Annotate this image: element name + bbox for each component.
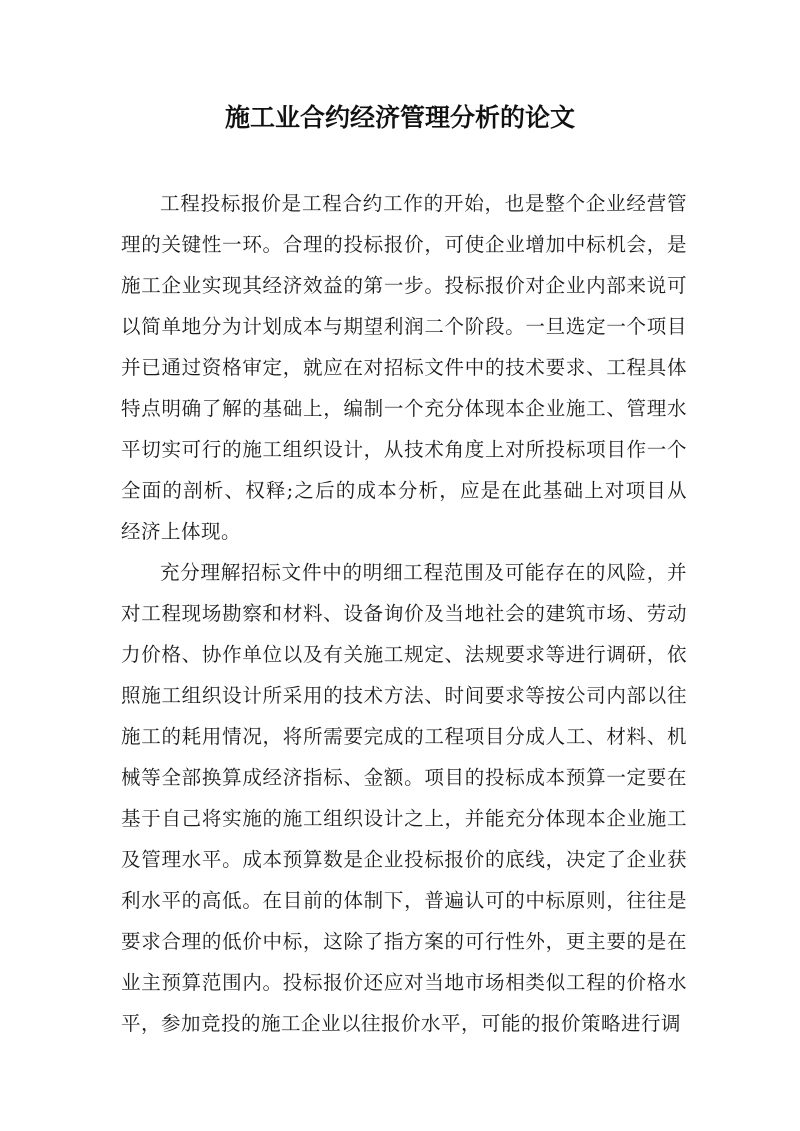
paragraph-1: 工程投标报价是工程合约工作的开始，也是整个企业经营管理的关键性一环。合理的投标报价，可使企业增加中标机会，是施工企业实现其经济效益的第一步。投标报价对企业内部来说可以简单地分为计划成本与期望利润二个阶段。一旦选定一个项目并已通过资格审定，就应在对招标文件中的技术要求、工程具体特点明确了解的基础上，编制一个充分体现本企业施工、管理水平切实可行的施工组织设计，从技术角度上对所投标项目作一个全面的剖析、权释;之后的成本分析，应是在此基础上对项目从经济上体现。 (121, 192, 687, 543)
document-title: 施工业合约经济管理分析的论文 (224, 103, 575, 132)
paragraph-2: 充分理解招标文件中的明细工程范围及可能存在的风险，并对工程现场勘察和材料、设备询价及当地社会的建筑市场、劳动力价格、协作单位以及有关施工规定、法规要求等进行调研，依照施工组织设计所采用的技术方法、时间要求等按公司内部以往施工的耗用情况，将所需要完成的工程项目分成人工、材料、机械等全部换算成经济指标、金额。项目的投标成本预算一定要在基于自己将实施的施工组织设计之上，并能充分体现本企业施工及管理水平。成本预算数是企业投标报价的底线，决定了企业获利水平的高低。在目前的体制下，普遍认可的中标原则，往往是要求合理的低价中标，这除了指方案的可行性外，更主要的是在业主预算范围内。投标报价还应对当地市场相类似工程的价格水平，参加竞投的施工企业以往报价水平，可能的报价策略进行调 (121, 561, 687, 1035)
document-body (121, 183, 687, 1044)
